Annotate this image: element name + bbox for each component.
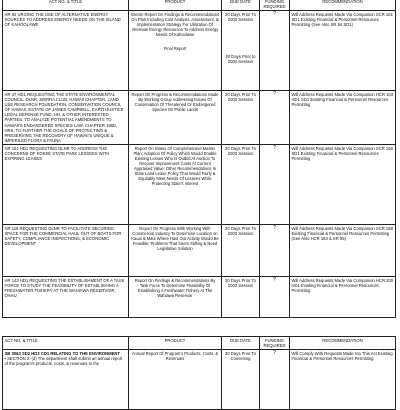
product-cell: Report On Status Of Comprehensive Master Plan; Adoption Of Policy Which Would Enable Existing Lessee Who Is Outbid At Auction To Recover Improvement Costs At Current Appraised Value; Other Recommendations In State Land Lease Policy That Would Fairly & Equitably Meet Needs Of Lessees While Protecting State's Interest [129, 144, 222, 224]
table-header-row [3, 0, 396, 11]
header-product: PRODUCT [129, 337, 222, 350]
funding-cell: ? [260, 11, 290, 91]
table-row [3, 144, 396, 224]
act-title: HR 47 HD1 REQUESTING THE STATE ENVIRONMENTAL COUNCIL, DLNR, SIERRA CLUB, HAWAII CHAPTER, LAND USE RESEARCH FOUNDATION, CONSERVATION COUNCIL OF HAWAII, ESTATE OF JAMES CAMPBELL, EARTHJUSTICE LEGAL DEFENSE FUND, UH, & OTHER INTERESTED PARTIES, TO ANALYZE POTENTIAL AMENDMENTS TO HAWAII'S ENDANGERED SPECIES LAW, CHAPTER 195D, HRS, TO FURTHER THE GOALS OF PROTECTING & PRESERVING THE RECOVERY OF HAWAII'S UNIQUE & IMPERILED FLORA & FAUNA [3, 91, 129, 145]
act-title: HR 92 URGING THE USE OF ALTERNATIVE ENERGY SOURCES TO ADDRESS ENERGY NEEDS ON THE ISLAND OF KAHOOLAWE [3, 11, 129, 91]
act-title: HR 118 REQUESTING DLNR TO FACILITATE SECURING SPACE FOR THE COMMERCIAL HAUL OUT OF BOATS FOR SAFETY, COMPLIANCE INSPECTIONS, & ECONOMIC DEVELOPMENT [3, 224, 129, 276]
header-act: ACT NO. & TITLE [3, 0, 129, 11]
due-date-text-final: 20 Days Prior to 2004 Session [225, 54, 256, 64]
funding-cell: ? [260, 144, 290, 224]
due-date-cell: 20 Days Prior To 2003 Session [222, 224, 260, 276]
funding-cell: ? [260, 224, 290, 276]
header-funding: FUNDING REQUIRED [260, 337, 290, 350]
product-cell: Annual Report Of Program's Products, Costs, & Revenues [129, 350, 222, 410]
product-text: Interim Report On Findings & Recommendations On Plan Including Cost Analysis, Assessment, & Implementation Strategy For Utilization Of Alternate Energy Resources To Address Energy Needs Of Kahoolawe [130, 12, 220, 37]
header-recommendation: RECOMMENDATION [290, 0, 396, 11]
recommendation-cell: Will Address Requests Made Via Companion SCR 161 SD1 Existing Financial & Personnel Resources Permitting (See Also SR 54 SD1) [290, 11, 396, 91]
due-date-cell [222, 11, 260, 91]
recommendation-cell: Will Address Requests Made Via Companion HCR 200 HD1 Existing Financial & Personnel Resources Permitting [290, 276, 396, 317]
due-date-cell: 20 Days Prior To 2003 Session [222, 276, 260, 317]
act-title: HR 101 HD1 REQUESTING DLNR TO ADDRESS THE CONCERNS OF KOKEE STATE PARK LESSEES WITH EXPIRING LEASES [3, 144, 129, 224]
product-cell: Report On Progress With Working With Commercial Industry To Determine Location on Kauai & Maui Where Haul Out Activity Would Be Feasible; Problems That Seem Stifling & Need Legislative Solution [129, 224, 222, 276]
top-report-table [2, 0, 396, 318]
act-title: SB 3063 SD2 HD2 CD1 RELATING TO THE ENVIRONMENT [4, 351, 120, 356]
product-cell [129, 11, 222, 91]
header-product: PRODUCT [129, 0, 222, 11]
recommendation-cell: Will Address Requests Made Via Companion HCR 103 HD1 SD1 Existing Financial & Personnel Resources Permitting [290, 91, 396, 145]
act-section-text: • SECTION 2. (d) The department shall submit an annual report of the program's products, costs, & revenues to the [4, 356, 123, 367]
act-title: HR 143 HD1 REQUESTING THE ESTABLISHMENT OF A TASK FORCE TO STUDY THE FEASIBILITY OF ESTABLISHING A FRESHWATER FISHERY AT THE WAHIAWA RESERVOIR, OAHU [3, 276, 129, 317]
funding-cell: ? [260, 276, 290, 317]
due-date-cell: 20 Days Prior To 2003 Session [222, 144, 260, 224]
table-row [3, 276, 396, 317]
recommendation-cell: Will Comply With Requests Made Via This Act Existing Financial & Personnel Resources Permitting [290, 350, 396, 410]
funding-cell: ? [260, 350, 290, 410]
table-row [3, 11, 396, 91]
product-cell: Report On Findings & Recommendations By Task Force To Determine Feasibility Of Establishing A Freshwater Fishery At The Wahiawa Reservoir [129, 276, 222, 317]
header-due-date: DUE DATE [222, 0, 260, 11]
header-recommendation: RECOMMENDATION [290, 337, 396, 350]
header-due-date: DUE DATE [222, 337, 260, 350]
recommendation-cell: Will Address Requests Made Via Companion SCR 156 SD1 Existing Financial & Personnel Resources Permitting [290, 144, 396, 224]
due-date-cell: 20 Days Prior To 2003 Session [222, 91, 260, 145]
due-date-text: 20 Days Prior To 2003 Session [225, 12, 256, 22]
header-act: ACT NO. & TITLE [3, 337, 129, 350]
product-text-final: Final Report [163, 46, 187, 51]
bottom-report-table [2, 336, 396, 410]
recommendation-cell: Will Address Requests Made Via Companion SCR 158 Existing Financial & Personnel Resources Permitting (See Also HCR 163 & SR 95) [290, 224, 396, 276]
due-date-cell: 20 Days Prior To Convening [222, 350, 260, 410]
table-row [3, 224, 396, 276]
table-row [3, 91, 396, 145]
act-cell [3, 350, 129, 410]
header-funding: FUNDING REQUIRED [260, 0, 290, 11]
funding-cell: ? [260, 91, 290, 145]
table-row [3, 350, 396, 410]
table-header-row [3, 337, 396, 350]
product-cell: Report On Progress & Recommendations Made By Working Group Addressing Issues Of Conservation Of Threatened Or Endangered Species On Public Lands [129, 91, 222, 145]
